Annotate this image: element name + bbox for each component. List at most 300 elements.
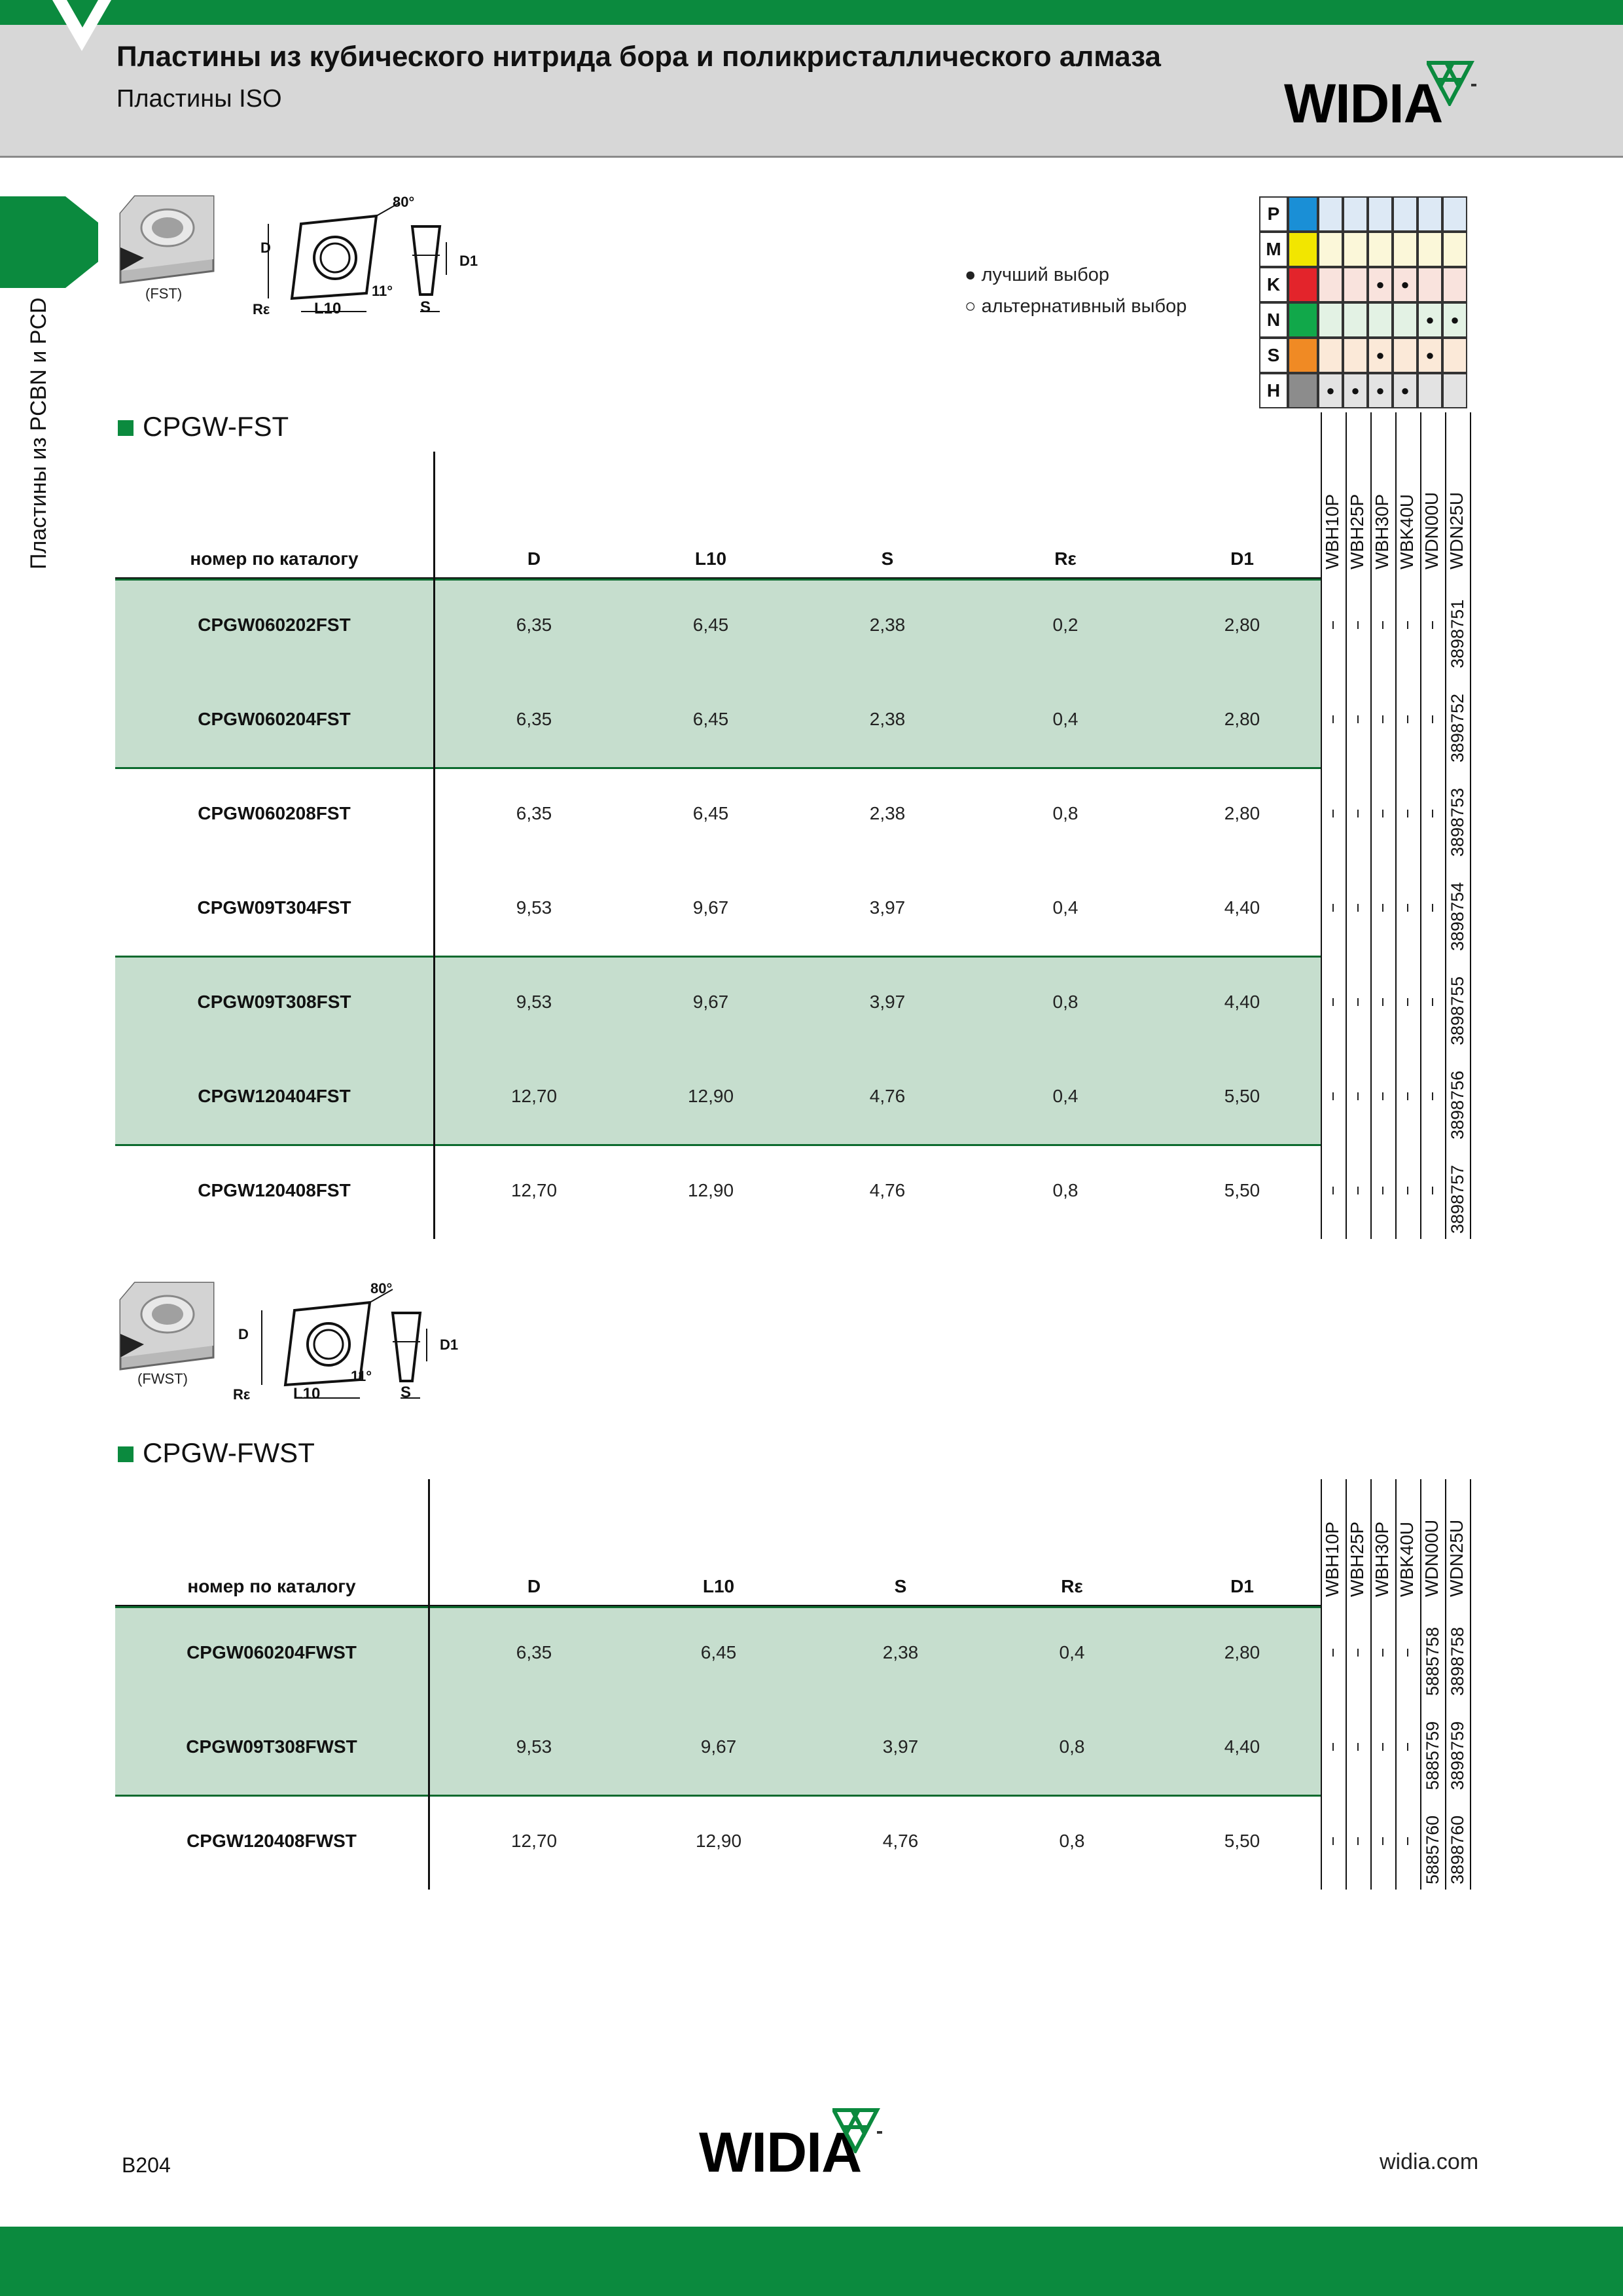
drawing-d-label: D xyxy=(260,240,271,256)
section-title-fst xyxy=(118,411,289,442)
not-available-dash xyxy=(1407,998,1408,1006)
grade-column-rule xyxy=(1395,412,1397,1239)
iso-grade-cell xyxy=(1318,267,1343,302)
order-dash-text xyxy=(1348,713,1349,716)
iso-grade-cell xyxy=(1368,232,1393,267)
iso-grade-cell xyxy=(1442,373,1467,408)
insert-photo-fst-icon xyxy=(115,194,219,285)
cell-s: 3,97 xyxy=(869,992,906,1012)
row-group-band xyxy=(115,1607,1321,1795)
order-number: 3898752 xyxy=(1448,693,1467,762)
hollow-dot-icon: ○ xyxy=(965,296,976,317)
not-available-dash xyxy=(1382,1187,1383,1194)
row-group-band xyxy=(115,579,1321,768)
not-available-dash xyxy=(1432,904,1433,912)
cell-s: 2,38 xyxy=(869,615,906,635)
cell-d: 12,70 xyxy=(510,1180,558,1200)
order-dash-text xyxy=(1323,1646,1324,1649)
grade-header: WBH30P xyxy=(1372,493,1392,569)
not-available-dash xyxy=(1407,810,1408,817)
order-dash-text xyxy=(1323,1835,1324,1838)
drawing2-d1-label: D1 xyxy=(440,1336,459,1353)
cell-d: 9,53 xyxy=(516,992,552,1012)
order-dash-text xyxy=(1323,619,1324,622)
not-available-dash xyxy=(1407,621,1408,629)
not-available-dash xyxy=(1407,1837,1408,1845)
order-number: 5885759 xyxy=(1423,1721,1442,1790)
iso-grade-cell xyxy=(1393,302,1418,338)
cell-d1: 2,80 xyxy=(1224,709,1260,729)
iso-grade-cell xyxy=(1318,338,1343,373)
grade-column-rule xyxy=(1346,1479,1347,1890)
order-dash-text xyxy=(1373,713,1374,716)
grade-column-rule xyxy=(1370,412,1372,1239)
iso-grade-cell: ● xyxy=(1442,302,1467,338)
not-available-dash xyxy=(1332,1837,1334,1845)
insert-drawing-fst-icon xyxy=(249,190,484,321)
cell-re: 0,4 xyxy=(1059,1642,1085,1662)
grade-column-rule xyxy=(1370,1479,1372,1890)
cell-s: 2,38 xyxy=(882,1642,919,1662)
drawing-s-label: S xyxy=(420,298,431,316)
iso-grade-cell: ● xyxy=(1368,373,1393,408)
order-dash-text xyxy=(1323,996,1324,999)
row-group-rule xyxy=(115,579,1321,581)
grade-column-rule xyxy=(1445,412,1446,1239)
iso-row-letter: M xyxy=(1259,232,1288,267)
iso-grade-cell xyxy=(1368,196,1393,232)
order-number: 5885758 xyxy=(1423,1626,1442,1696)
cell-l10: 9,67 xyxy=(692,992,729,1012)
drawing2-s-label: S xyxy=(401,1384,412,1401)
drawing-l10-label: L10 xyxy=(314,300,342,317)
not-available-dash xyxy=(1357,1743,1359,1751)
not-available-dash xyxy=(1382,1837,1383,1845)
cell-re: 0,4 xyxy=(1052,1086,1079,1106)
cell-re: 0,8 xyxy=(1059,1831,1085,1851)
not-available-dash xyxy=(1357,1187,1359,1194)
iso-grade-cell xyxy=(1368,302,1393,338)
section-title-fwst xyxy=(118,1437,315,1469)
side-tab-marker xyxy=(0,196,98,288)
order-dash-text xyxy=(1348,1835,1349,1838)
not-available-dash xyxy=(1332,621,1334,629)
catalog-number: CPGW09T308FST xyxy=(197,992,351,1012)
column-header-re: Rε xyxy=(1054,548,1077,569)
product-table-fst xyxy=(115,452,1474,1237)
not-available-dash xyxy=(1382,621,1383,629)
not-available-dash xyxy=(1432,1187,1433,1194)
cell-l10: 9,67 xyxy=(692,897,729,918)
not-available-dash xyxy=(1407,1743,1408,1751)
cell-d1: 4,40 xyxy=(1224,1736,1260,1757)
grade-header: WBH10P xyxy=(1322,1521,1342,1597)
catalog-number: CPGW09T304FST xyxy=(197,897,351,918)
catalog-separator xyxy=(433,452,435,1239)
grade-header: WBH25P xyxy=(1347,493,1367,569)
cell-re: 0,4 xyxy=(1052,897,1079,918)
catalog-number: CPGW120408FWST xyxy=(187,1831,357,1851)
catalog-number: CPGW120404FST xyxy=(198,1086,351,1106)
order-dash-text xyxy=(1373,1835,1374,1838)
iso-grade-cell: ● xyxy=(1368,338,1393,373)
row-group-band xyxy=(115,956,1321,1145)
iso-row-letter: K xyxy=(1259,267,1288,302)
column-header-s: S xyxy=(881,548,894,569)
iso-grade-cell xyxy=(1343,267,1368,302)
not-available-dash xyxy=(1332,1649,1334,1657)
iso-color-swatch xyxy=(1288,373,1318,408)
order-dash-text xyxy=(1323,807,1324,810)
iso-grade-cell xyxy=(1393,232,1418,267)
cell-d1: 5,50 xyxy=(1224,1831,1260,1851)
grade-header: WBK40U xyxy=(1397,493,1417,569)
iso-color-swatch xyxy=(1288,196,1318,232)
grade-header: WBH10P xyxy=(1322,493,1342,569)
bottom-accent-bar xyxy=(0,2227,1623,2296)
legend-best xyxy=(965,264,1109,286)
not-available-dash xyxy=(1357,1837,1359,1845)
iso-grade-cell xyxy=(1418,267,1442,302)
cell-d: 12,70 xyxy=(510,1831,558,1851)
column-header-l10: L10 xyxy=(702,1576,735,1596)
catalog-number: CPGW060202FST xyxy=(198,615,351,635)
insert-caption-fst: (FST) xyxy=(145,285,183,302)
order-dash-text xyxy=(1373,901,1374,905)
cell-d1: 5,50 xyxy=(1224,1086,1260,1106)
website-link[interactable]: widia.com xyxy=(1380,2149,1479,2174)
not-available-dash xyxy=(1432,715,1433,723)
not-available-dash xyxy=(1332,1743,1334,1751)
iso-grade-cell xyxy=(1343,196,1368,232)
grade-column-rule xyxy=(1420,1479,1421,1890)
not-available-dash xyxy=(1357,810,1359,817)
order-dash-text xyxy=(1348,1090,1349,1093)
not-available-dash xyxy=(1332,1187,1334,1194)
order-number: 3898756 xyxy=(1448,1070,1467,1139)
order-dash-text xyxy=(1398,1740,1399,1744)
section-title-text: CPGW-FWST xyxy=(143,1437,315,1468)
cell-d: 9,53 xyxy=(516,1736,552,1757)
order-number: 3898751 xyxy=(1448,599,1467,668)
order-dash-text xyxy=(1323,901,1324,905)
not-available-dash xyxy=(1357,1092,1359,1100)
catalog-separator xyxy=(428,1479,430,1890)
top-accent-bar xyxy=(0,0,1623,25)
cell-l10: 6,45 xyxy=(700,1642,737,1662)
grade-column-rule xyxy=(1321,1479,1322,1890)
iso-row-letter: H xyxy=(1259,373,1288,408)
column-header-d: D xyxy=(527,548,541,569)
not-available-dash xyxy=(1357,1649,1359,1657)
iso-color-swatch xyxy=(1288,302,1318,338)
not-available-dash xyxy=(1407,1649,1408,1657)
column-header-d1: D1 xyxy=(1230,548,1254,569)
logo-text: WIDIA xyxy=(1284,73,1443,134)
catalog-number: CPGW060204FST xyxy=(198,709,351,729)
not-available-dash xyxy=(1332,998,1334,1006)
drawing2-clearance-label: 11° xyxy=(351,1368,372,1384)
order-dash-text xyxy=(1348,996,1349,999)
order-number: 3898760 xyxy=(1448,1815,1467,1884)
side-section-label: Пластины из PCBN и PCD xyxy=(26,297,51,569)
iso-grade-cell: ● xyxy=(1318,373,1343,408)
order-dash-text xyxy=(1348,1646,1349,1649)
iso-grade-cell xyxy=(1343,302,1368,338)
widia-logo xyxy=(1284,72,1442,135)
order-number: 3898759 xyxy=(1448,1721,1467,1790)
cell-re: 0,8 xyxy=(1052,1180,1079,1200)
header-notch-icon xyxy=(52,0,118,52)
drawing2-d-label: D xyxy=(238,1326,249,1342)
iso-grade-cell xyxy=(1393,196,1418,232)
cell-d: 9,53 xyxy=(516,897,552,918)
iso-row-letter: P xyxy=(1259,196,1288,232)
column-header-d: D xyxy=(527,1576,541,1596)
not-available-dash xyxy=(1432,998,1433,1006)
catalog-number: CPGW060204FWST xyxy=(187,1642,357,1662)
drawing-re-label: Rε xyxy=(253,301,270,317)
iso-grade-cell xyxy=(1318,232,1343,267)
drawing-clearance-label: 11° xyxy=(372,283,393,299)
not-available-dash xyxy=(1407,1187,1408,1194)
not-available-dash xyxy=(1382,715,1383,723)
cell-d1: 2,80 xyxy=(1224,803,1260,823)
cell-d1: 2,80 xyxy=(1224,1642,1260,1662)
grade-column-rule xyxy=(1420,412,1421,1239)
grade-header: WBH25P xyxy=(1347,1521,1367,1597)
grade-header: WBK40U xyxy=(1397,1521,1417,1597)
cell-s: 4,76 xyxy=(882,1831,919,1851)
grade-header: WBH30P xyxy=(1372,1521,1392,1597)
cell-l10: 12,90 xyxy=(687,1180,734,1200)
order-dash-text xyxy=(1323,1090,1324,1093)
iso-color-swatch xyxy=(1288,232,1318,267)
cell-l10: 6,45 xyxy=(692,803,729,823)
order-dash-text xyxy=(1398,807,1399,810)
order-dash-text xyxy=(1398,1835,1399,1838)
not-available-dash xyxy=(1382,904,1383,912)
green-square-icon xyxy=(118,420,134,436)
cell-l10: 6,45 xyxy=(692,615,729,635)
iso-grade-cell: ● xyxy=(1368,267,1393,302)
grade-column-rule xyxy=(1395,1479,1397,1890)
cell-d1: 2,80 xyxy=(1224,615,1260,635)
cell-re: 0,8 xyxy=(1052,803,1079,823)
order-number: 3898757 xyxy=(1448,1164,1467,1234)
not-available-dash xyxy=(1382,810,1383,817)
catalog-number: CPGW120408FST xyxy=(198,1180,351,1200)
product-table-fwst xyxy=(115,1479,1474,1892)
iso-row-letter: N xyxy=(1259,302,1288,338)
cell-d1: 5,50 xyxy=(1224,1180,1260,1200)
grade-header: WDN00U xyxy=(1421,1519,1442,1597)
column-header-l10: L10 xyxy=(694,548,727,569)
cell-d: 12,70 xyxy=(510,1086,558,1106)
iso-grade-cell xyxy=(1343,232,1368,267)
grade-header: WDN25U xyxy=(1446,1519,1467,1597)
order-dash-text xyxy=(1348,619,1349,622)
iso-color-swatch xyxy=(1288,338,1318,373)
not-available-dash xyxy=(1357,715,1359,723)
order-dash-text xyxy=(1373,1646,1374,1649)
not-available-dash xyxy=(1407,715,1408,723)
column-header-catalog: номер по каталогу xyxy=(190,548,359,569)
iso-grade-cell xyxy=(1393,338,1418,373)
iso-grade-cell: ● xyxy=(1418,302,1442,338)
column-header-s: S xyxy=(894,1576,907,1596)
grade-column-rule xyxy=(1445,1479,1446,1890)
order-dash-text xyxy=(1323,1184,1324,1187)
order-dash-text xyxy=(1373,807,1374,810)
catalog-number: CPGW060208FST xyxy=(198,803,351,823)
grade-header: WDN00U xyxy=(1421,492,1442,569)
iso-grade-cell xyxy=(1343,338,1368,373)
iso-grade-cell: ● xyxy=(1393,267,1418,302)
not-available-dash xyxy=(1407,904,1408,912)
row-group-rule xyxy=(115,1795,1321,1797)
order-number: 5885760 xyxy=(1423,1815,1442,1884)
page-subtitle: Пластины ISO xyxy=(116,85,282,113)
not-available-dash xyxy=(1332,904,1334,912)
order-dash-text xyxy=(1398,619,1399,622)
order-dash-text xyxy=(1398,1646,1399,1649)
not-available-dash xyxy=(1332,1092,1334,1100)
iso-grade-cell: ● xyxy=(1418,338,1442,373)
grade-column-rule xyxy=(1470,1479,1471,1890)
column-header-re: Rε xyxy=(1061,1576,1083,1596)
order-dash-text xyxy=(1323,1740,1324,1744)
cell-l10: 12,90 xyxy=(695,1831,742,1851)
grade-column-rule xyxy=(1321,412,1322,1239)
order-dash-text xyxy=(1398,996,1399,999)
cell-d: 6,35 xyxy=(516,709,552,729)
legend-best-label: лучший выбор xyxy=(981,264,1109,285)
iso-grade-cell xyxy=(1418,373,1442,408)
order-dash-text xyxy=(1348,807,1349,810)
not-available-dash xyxy=(1432,1092,1433,1100)
drawing-angle-label: 80° xyxy=(393,194,415,210)
iso-grade-cell: ● xyxy=(1393,373,1418,408)
cell-re: 0,2 xyxy=(1052,615,1079,635)
not-available-dash xyxy=(1382,998,1383,1006)
grade-column-rule xyxy=(1470,412,1471,1239)
column-header-d1: D1 xyxy=(1230,1576,1254,1596)
order-number: 3898753 xyxy=(1448,787,1467,857)
page-number: B204 xyxy=(122,2153,171,2177)
not-available-dash xyxy=(1382,1092,1383,1100)
cell-re: 0,4 xyxy=(1052,709,1079,729)
row-group-rule xyxy=(115,767,1321,769)
cell-s: 2,38 xyxy=(869,709,906,729)
catalog-number: CPGW09T308FWST xyxy=(186,1736,357,1757)
not-available-dash xyxy=(1332,810,1334,817)
not-available-dash xyxy=(1382,1649,1383,1657)
cell-d1: 4,40 xyxy=(1224,992,1260,1012)
legend-alternative xyxy=(965,296,1186,317)
section-title-text: CPGW-FST xyxy=(143,411,289,442)
drawing2-l10-label: L10 xyxy=(293,1385,321,1403)
order-dash-text xyxy=(1348,1740,1349,1744)
order-dash-text xyxy=(1398,713,1399,716)
cell-s: 2,38 xyxy=(869,803,906,823)
cell-d: 6,35 xyxy=(516,803,552,823)
filled-dot-icon: ● xyxy=(965,264,976,285)
order-dash-text xyxy=(1398,901,1399,905)
order-dash-text xyxy=(1373,1740,1374,1744)
footer-logo-mark-icon xyxy=(832,2108,885,2153)
cell-l10: 12,90 xyxy=(687,1086,734,1106)
order-dash-text xyxy=(1373,619,1374,622)
row-group-rule xyxy=(115,1606,1321,1608)
order-dash-text xyxy=(1373,1090,1374,1093)
row-group-rule xyxy=(115,956,1321,958)
order-dash-text xyxy=(1323,713,1324,716)
not-available-dash xyxy=(1407,1092,1408,1100)
iso-grade-cell xyxy=(1318,302,1343,338)
not-available-dash xyxy=(1357,621,1359,629)
drawing2-re-label: Rε xyxy=(233,1386,251,1403)
iso-grade-cell xyxy=(1318,196,1343,232)
iso-grade-cell xyxy=(1442,196,1467,232)
iso-grade-cell xyxy=(1418,196,1442,232)
order-dash-text xyxy=(1373,996,1374,999)
cell-l10: 6,45 xyxy=(692,709,729,729)
cell-s: 3,97 xyxy=(882,1736,919,1757)
order-number: 3898758 xyxy=(1448,1626,1467,1696)
grade-header: WDN25U xyxy=(1446,492,1467,569)
iso-color-swatch xyxy=(1288,267,1318,302)
iso-grade-cell xyxy=(1442,232,1467,267)
iso-row-letter: S xyxy=(1259,338,1288,373)
order-dash-text xyxy=(1348,901,1349,905)
not-available-dash xyxy=(1432,810,1433,817)
iso-grade-cell xyxy=(1418,232,1442,267)
row-group-rule xyxy=(115,1144,1321,1146)
cell-d: 6,35 xyxy=(516,615,552,635)
cell-re: 0,8 xyxy=(1059,1736,1085,1757)
not-available-dash xyxy=(1432,621,1433,629)
green-square-icon xyxy=(118,1446,134,1462)
cell-s: 4,76 xyxy=(869,1180,906,1200)
insert-photo-fwst-icon xyxy=(115,1280,219,1372)
legend-alternative-label: альтернативный выбор xyxy=(981,296,1187,317)
iso-grade-cell xyxy=(1442,338,1467,373)
order-dash-text xyxy=(1373,1184,1374,1187)
column-header-catalog: номер по каталогу xyxy=(187,1576,356,1596)
order-dash-text xyxy=(1398,1090,1399,1093)
order-number: 3898754 xyxy=(1448,882,1467,951)
iso-grade-cell: ● xyxy=(1343,373,1368,408)
cell-s: 3,97 xyxy=(869,897,906,918)
widia-logo-mark-icon xyxy=(1427,60,1479,106)
drawing2-angle-label: 80° xyxy=(370,1280,393,1297)
insert-caption-fwst: (FWST) xyxy=(137,1371,188,1387)
cell-l10: 9,67 xyxy=(700,1736,737,1757)
cell-re: 0,8 xyxy=(1052,992,1079,1012)
order-number: 3898755 xyxy=(1448,976,1467,1045)
iso-grade-cell xyxy=(1442,267,1467,302)
cell-d: 6,35 xyxy=(516,1642,552,1662)
cell-s: 4,76 xyxy=(869,1086,906,1106)
not-available-dash xyxy=(1382,1743,1383,1751)
not-available-dash xyxy=(1357,998,1359,1006)
drawing-d1-label: D1 xyxy=(459,253,478,269)
order-dash-text xyxy=(1348,1184,1349,1187)
grade-column-rule xyxy=(1346,412,1347,1239)
footer-logo-text: WIDIA xyxy=(699,2121,862,2184)
not-available-dash xyxy=(1332,715,1334,723)
